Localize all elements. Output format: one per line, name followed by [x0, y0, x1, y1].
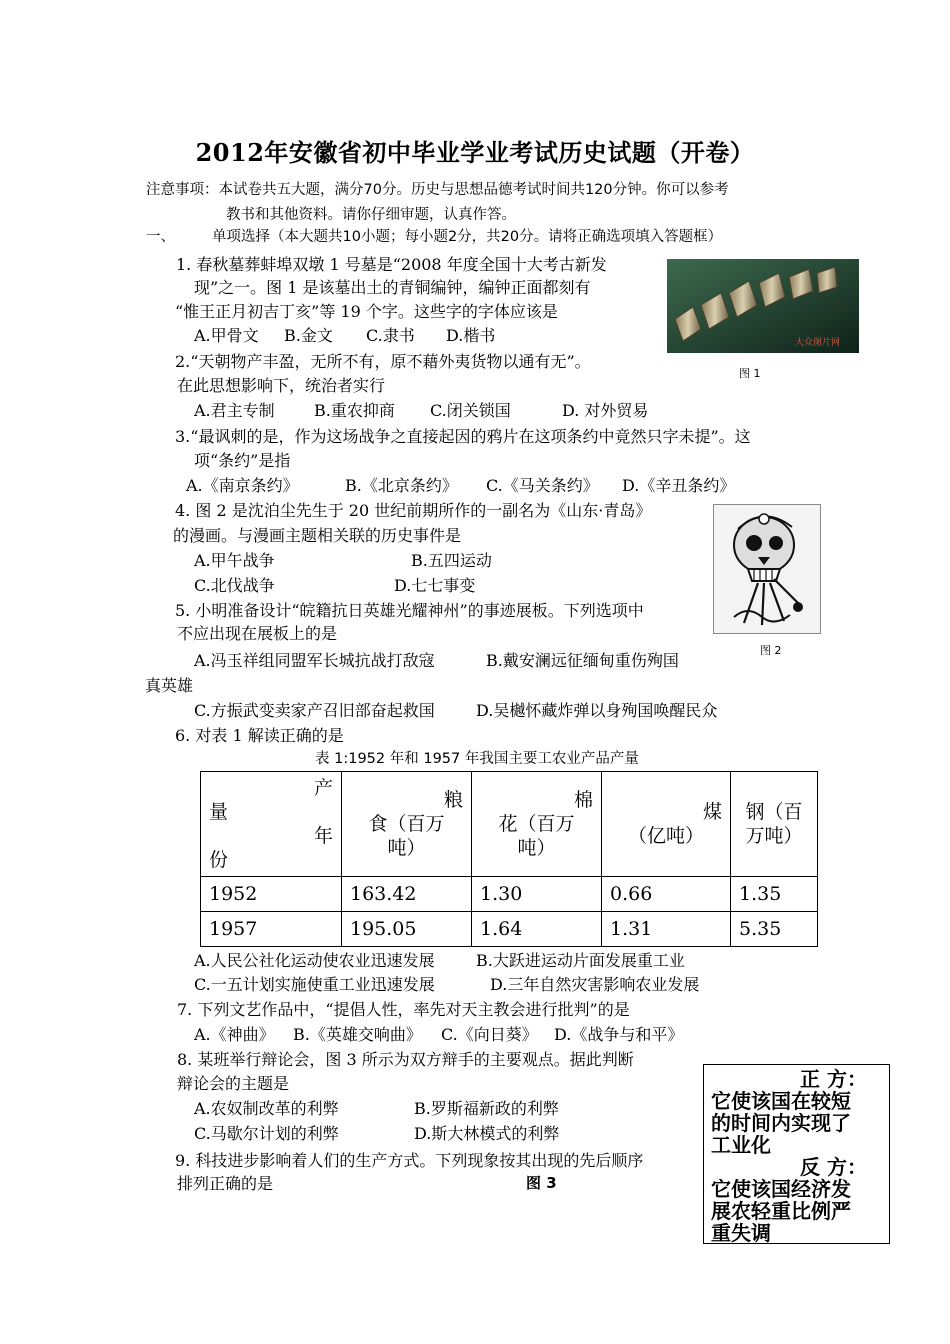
cell-steel: 5.35	[731, 912, 818, 947]
q4-option-a: A.甲午战争	[194, 551, 275, 570]
q1-line-2: 现”之一。图 1 是该墓出土的青铜编钟，编钟正面都刻有	[194, 278, 591, 297]
section-number: 一、	[146, 229, 175, 245]
page-title: 2012年安徽省初中毕业学业考试历史试题（开卷）	[195, 138, 755, 167]
figure-3-caption: 图 3	[526, 1174, 557, 1192]
header-steel-1: 钢（百	[745, 801, 803, 823]
q7-line-1: 7. 下列文艺作品中，“提倡人性，率先对天主教会进行批判”的是	[177, 1000, 630, 1019]
q3-option-c: C.《马关条约》	[486, 476, 599, 495]
q6-line-1: 6. 对表 1 解读正确的是	[175, 726, 344, 745]
pro-side-label: 正 方：	[800, 1067, 867, 1091]
q8-line-1: 8. 某班举行辩论会，图 3 所示为双方辩手的主要观点。据此判断	[177, 1050, 634, 1069]
q1-option-a: A.甲骨文	[194, 326, 259, 345]
q9-line-2: 排列正确的是	[177, 1174, 274, 1193]
header-grain-1: 粮	[443, 789, 463, 811]
q8-line-2: 辩论会的主题是	[177, 1074, 290, 1093]
con-side-line-3: 重失调	[711, 1221, 771, 1245]
q8-option-b: B.罗斯福新政的利弊	[414, 1099, 559, 1118]
header-coal	[602, 772, 731, 877]
q5-option-c: C.方振武变卖家产召旧部奋起救国	[194, 701, 435, 720]
q1-option-c: C.隶书	[366, 326, 415, 345]
q3-line-1: 3.“最讽刺的是，作为这场战争之直接起因的鸦片在这项条约中竟然只字未提”。这	[175, 427, 751, 446]
con-side-line-2: 展农轻重比例严	[711, 1199, 851, 1223]
q5-option-b-continued: 真英雄	[145, 676, 194, 695]
figure-1-bronze-bells	[667, 259, 859, 353]
q7-option-d: D.《战争与和平》	[554, 1025, 684, 1044]
cell-grain: 195.05	[342, 912, 472, 947]
cell-steel: 1.35	[731, 877, 818, 912]
q8-option-d: D.斯大林模式的利弊	[414, 1124, 560, 1143]
cell-year: 1952	[201, 877, 342, 912]
con-side-line-1: 它使该国经济发	[711, 1177, 851, 1201]
q8-option-a: A.农奴制改革的利弊	[194, 1099, 339, 1118]
header-grain-2: 食（百万	[368, 813, 445, 835]
q2-line-2: 在此思想影响下，统治者实行	[177, 376, 386, 395]
bronze-bells-icon	[667, 259, 859, 353]
section-heading: 单项选择（本大题共10小题；每小题2分，共20分。请将正确选项填入答题框）	[212, 229, 723, 245]
q3-option-a: A.《南京条约》	[186, 476, 299, 495]
cell-year: 1957	[201, 912, 342, 947]
q4-line-1: 4. 图 2 是沈泊尘先生于 20 世纪前期所作的一副名为《山东·青岛》	[175, 501, 652, 520]
corner-left-label: 量	[209, 801, 229, 823]
q2-line-1: 2.“天朝物产丰盈，无所不有，原不藉外夷货物以通有无”。	[175, 352, 591, 371]
q4-option-c: C.北伐战争	[194, 576, 275, 595]
table-corner-cell	[201, 772, 342, 877]
corner-mid-label: 年	[313, 825, 333, 847]
q7-option-b: B.《英雄交响曲》	[293, 1025, 422, 1044]
svg-text:大众图片网: 大众图片网	[795, 338, 841, 348]
q4-option-b: B.五四运动	[411, 551, 492, 570]
figure-2-caption: 图 2	[760, 644, 782, 657]
header-cotton-3: 吨）	[517, 837, 556, 859]
q1-line-3: “惟王正月初吉丁亥”等 19 个字。这些字的字体应该是	[175, 302, 558, 321]
q7-option-a: A.《神曲》	[194, 1025, 275, 1044]
notice-line-2: 教书和其他资料。请你仔细审题，认真作答。	[226, 207, 516, 223]
header-steel-2: 万吨）	[745, 825, 803, 847]
q2-option-c: C.闭关锁国	[430, 401, 511, 420]
figure-2-cartoon	[713, 504, 821, 634]
q1-option-b: B.金文	[284, 326, 333, 345]
figure-1-caption: 图 1	[739, 367, 761, 380]
header-cotton-1: 棉	[573, 789, 593, 811]
skull-cartoon-icon	[714, 505, 820, 633]
cell-coal: 0.66	[602, 877, 731, 912]
cell-coal: 1.31	[602, 912, 731, 947]
pro-side-line-2: 的时间内实现了	[711, 1111, 851, 1135]
q5-option-d: D.吴樾怀藏炸弹以身殉国唤醒民众	[476, 701, 718, 720]
q8-option-c: C.马歇尔计划的利弊	[194, 1124, 339, 1143]
q2-option-d: D. 对外贸易	[562, 401, 649, 420]
table-row	[201, 877, 818, 912]
header-coal-1: 煤	[702, 801, 722, 823]
q7-option-c: C.《向日葵》	[441, 1025, 538, 1044]
header-grain	[342, 772, 472, 877]
corner-bottom-label: 份	[209, 849, 229, 871]
q9-line-1: 9. 科技进步影响着人们的生产方式。下列现象按其出现的先后顺序	[175, 1151, 644, 1170]
pro-side-line-1: 它使该国在较短	[711, 1089, 851, 1113]
q1-option-d: D.楷书	[446, 326, 496, 345]
q5-option-a: A.冯玉祥组同盟军长城抗战打敌寇	[194, 651, 435, 670]
con-side-label: 反 方：	[800, 1155, 867, 1179]
q4-option-d: D.七七事变	[394, 576, 476, 595]
table-1-title: 表 1:1952 年和 1957 年我国主要工农业产品产量	[315, 751, 639, 767]
pro-side-line-3: 工业化	[711, 1133, 771, 1157]
q2-option-a: A.君主专制	[194, 401, 275, 420]
header-cotton	[472, 772, 602, 877]
q3-line-2: 项“条约”是指	[194, 451, 291, 470]
q6-option-d: D.三年自然灾害影响农业发展	[490, 975, 700, 994]
q1-line-1: 1. 春秋墓葬蚌埠双墩 1 号墓是“2008 年度全国十大考古新发	[176, 255, 607, 274]
q2-option-b: B.重农抑商	[314, 401, 395, 420]
corner-top-label: 产	[313, 777, 333, 799]
q3-option-d: D.《辛丑条约》	[622, 476, 736, 495]
q5-line-2: 不应出现在展板上的是	[177, 624, 338, 643]
cell-grain: 163.42	[342, 877, 472, 912]
cell-cotton: 1.30	[472, 877, 602, 912]
q6-option-a: A.人民公社化运动使农业迅速发展	[194, 951, 435, 970]
header-cotton-2: 花（百万	[498, 813, 575, 835]
q3-option-b: B.《北京条约》	[345, 476, 458, 495]
debate-box	[703, 1064, 890, 1244]
q6-option-b: B.大跃进运动片面发展重工业	[476, 951, 685, 970]
q4-line-2: 的漫画。与漫画主题相关联的历史事件是	[173, 526, 462, 545]
q6-option-c: C.一五计划实施使重工业迅速发展	[194, 975, 435, 994]
q5-line-1: 5. 小明准备设计“皖籍抗日英雄光耀神州”的事迹展板。下列选项中	[175, 601, 644, 620]
header-grain-3: 吨）	[387, 837, 426, 859]
production-table	[200, 771, 818, 947]
q5-option-b: B.戴安澜远征缅甸重伤殉国	[486, 651, 679, 670]
cell-cotton: 1.64	[472, 912, 602, 947]
notice-line-1: 注意事项：本试卷共五大题，满分70分。历史与思想品德考试时间共120分钟。你可以参考	[146, 182, 729, 198]
table-row	[201, 912, 818, 947]
header-coal-2: （亿吨）	[627, 825, 704, 847]
header-steel	[731, 772, 818, 877]
table-header-row	[201, 772, 818, 877]
